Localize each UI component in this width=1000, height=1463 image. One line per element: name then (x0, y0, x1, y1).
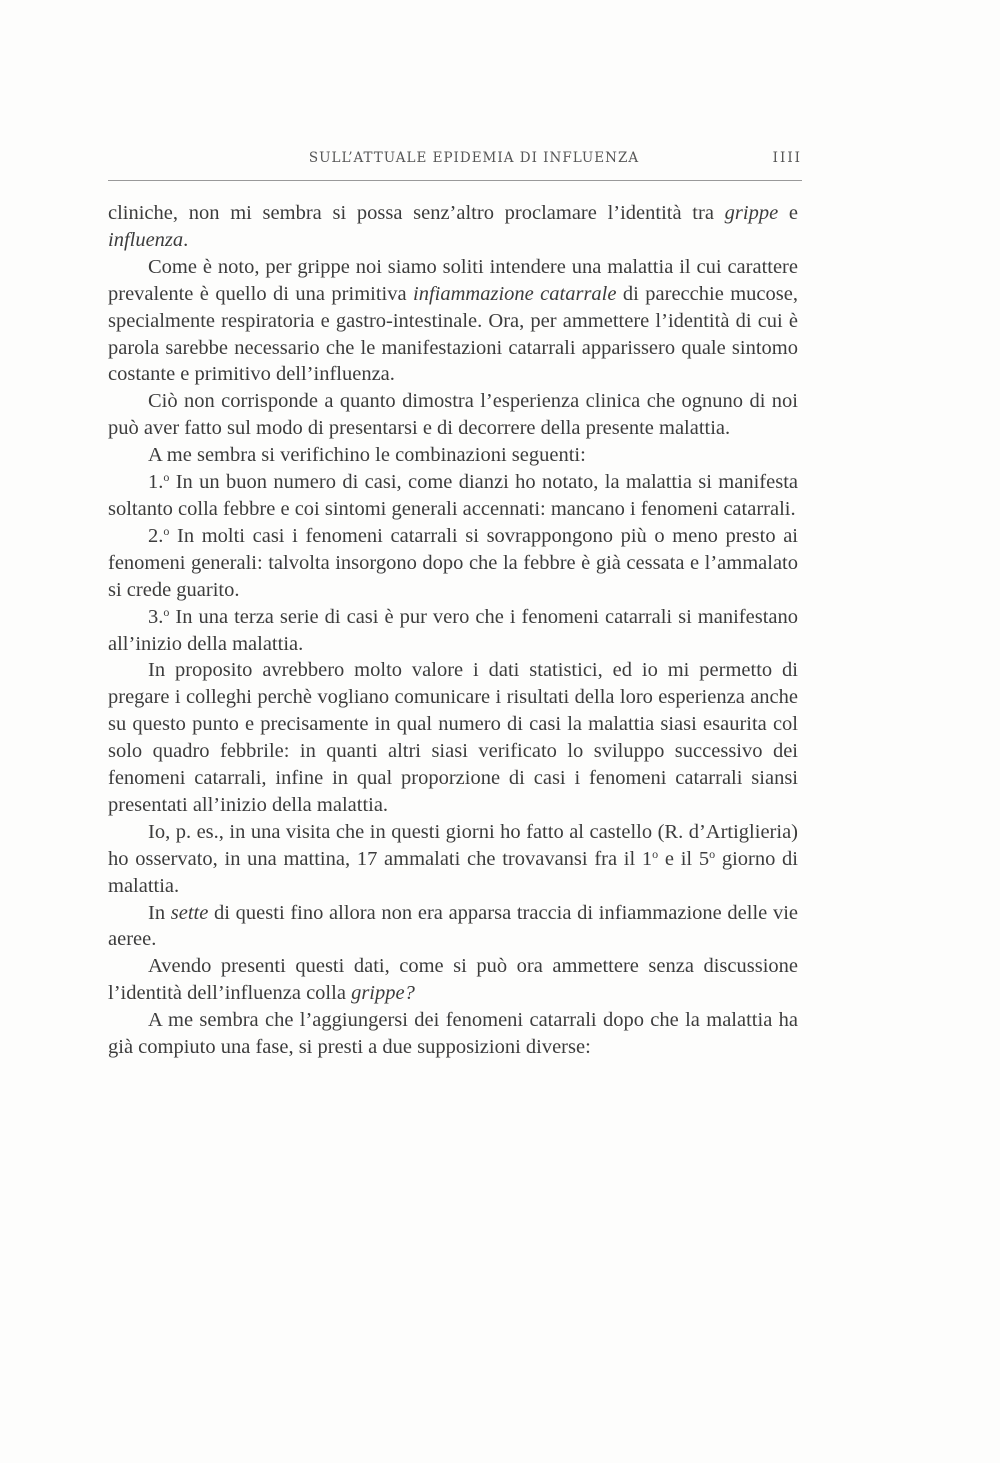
ordinal-mark: o (709, 846, 716, 861)
text-run: In molti casi i fenomeni catarrali si sovrappongono più o meno presto ai fenomeni generali: talvolta insorgono dopo che la febbre è già cessata e l’ammalato si crede guarito. (108, 524, 798, 601)
text-run: di parecchie mucose, specialmente respiratoria e gastro-intestinale. Ora, per ammettere l’identità di cui è parola sarebbe necessario che le manifestazioni catarrali apparissero quale sintomo costante e primitivo dell’influenza. (108, 282, 798, 386)
paragraph-9 (108, 819, 798, 900)
list-item-1 (108, 469, 798, 523)
ordinal-mark: o (163, 523, 170, 538)
text-run: . (183, 228, 189, 251)
list-item-2 (108, 523, 798, 604)
paragraph-2 (108, 254, 798, 389)
ordinal-mark: o (163, 604, 170, 619)
paragraph-12: A me sembra che l’aggiungersi dei fenomeni catarrali dopo che la malattia ha già compiuto una fase, si presti a due supposizioni diverse: (108, 1009, 798, 1059)
text-run: cliniche, non mi sembra si possa senz’altro proclamare l’identità tra (108, 202, 725, 224)
paragraph-4: A me sembra si verifichino le combinazioni seguenti: (148, 444, 586, 467)
paragraph-10 (108, 900, 798, 954)
header-rule (108, 180, 802, 181)
item-number: 1. (148, 471, 164, 494)
item-number: 2. (148, 524, 164, 547)
text-run: In (148, 901, 171, 924)
paragraph-3: Ciò non corrisponde a quanto dimostra l’esperienza clinica che ognuno di noi può aver fatto sul modo di presentarsi e di decorrere della presente malattia. (108, 390, 798, 440)
running-title: SULL’ATTUALE EPIDEMIA DI INFLUENZA (308, 150, 640, 166)
italic-term: sette (170, 901, 209, 924)
page-number: IIII (772, 150, 802, 166)
text-run: e il 5 (658, 847, 710, 870)
text-run: In un buon numero di casi, come dianzi ho notato, la malattia si manifesta soltanto colla febbre e coi sintomi generali accennati: mancano i fenomeni catarrali. (108, 471, 798, 520)
text-run: e (778, 202, 798, 224)
paragraph-1 (108, 200, 798, 254)
italic-term: grippe (724, 202, 779, 224)
text-run: In una terza serie di casi è pur vero che i fenomeni catarrali si manifestano all’inizio della malattia. (108, 605, 798, 655)
italic-term: influenza (108, 228, 184, 251)
italic-term: infiammazione catarrale (413, 282, 617, 305)
text-run: di questi fino allora non era apparsa traccia di infiammazione delle vie aeree. (108, 901, 799, 951)
ordinal-mark: o (652, 846, 659, 861)
body-text (108, 200, 798, 1061)
running-head (108, 148, 802, 172)
text-run: Come è noto, per grippe noi siamo soliti intendere una malattia il cui carattere prevalente è quello di una primitiva (108, 255, 798, 305)
item-number: 3. (148, 605, 164, 628)
text-run: Avendo presenti questi dati, come si può ora ammettere senza discussione l’identità dell’influenza colla (108, 955, 798, 1005)
italic-term: grippe? (351, 982, 415, 1005)
list-item-3 (108, 604, 798, 658)
text-run: giorno di malattia. (108, 847, 799, 897)
ordinal-mark: o (163, 470, 170, 485)
paragraph-8: In proposito avrebbero molto valore i dati statistici, ed io mi permetto di pregare i colleghi perchè vogliano comunicare i risultati della loro esperienza anche su questo punto e precisamente in qual numero di casi la malattia siasi esaurita col solo quadro febbrile: in quanti altri siasi verificato lo sviluppo successivo dei fenomeni catarrali, infine in qual proporzione di casi i fenomeni catarrali siansi presentati all’inizio della malattia. (108, 659, 798, 816)
text-run: Io, p. es., in una visita che in questi giorni ho fatto al castello (R. d’Artiglieria) ho osservato, in una mattina, 17 ammalati che trovavansi fra il 1 (108, 820, 798, 870)
paragraph-11 (108, 953, 798, 1007)
